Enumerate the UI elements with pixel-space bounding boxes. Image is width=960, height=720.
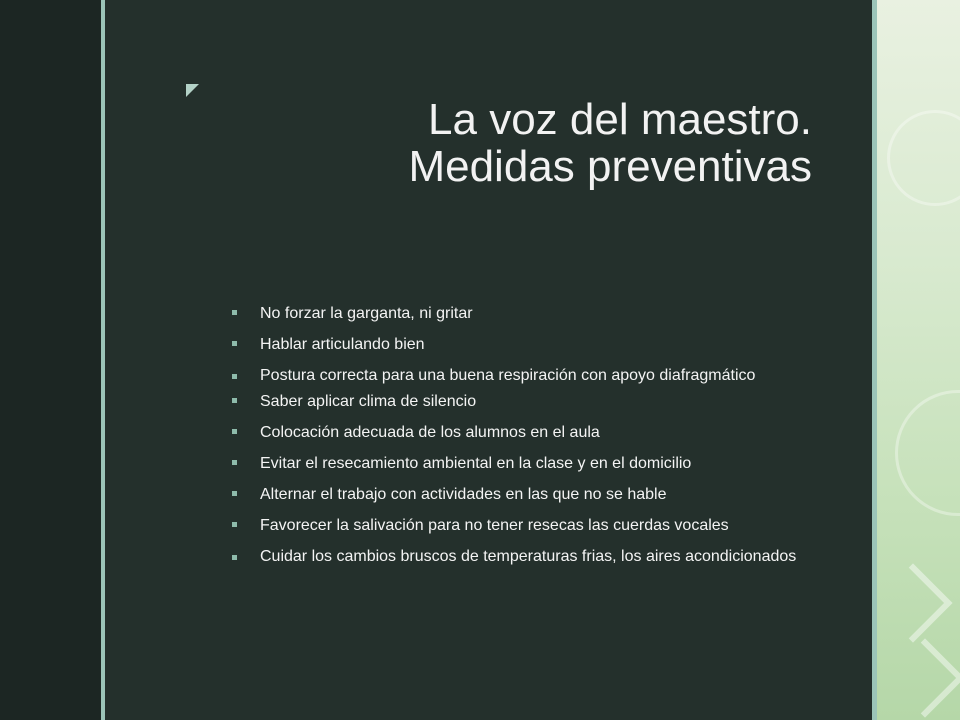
decorative-circle	[887, 110, 960, 206]
list-item	[232, 485, 822, 504]
list-item-text: Alternar el trabajo con actividades en las que no se hable	[260, 486, 667, 503]
list-item	[232, 304, 822, 323]
title-line-2: Medidas preventivas	[408, 142, 812, 191]
list-item	[232, 454, 822, 473]
list-item	[232, 392, 822, 411]
list-item-text: Postura correcta para una buena respiración con apoyo diafragmático	[260, 367, 756, 384]
square-bullet-icon	[232, 341, 237, 346]
list-item	[232, 547, 822, 565]
list-item	[232, 366, 822, 384]
list-item-text: Favorecer la salivación para no tener resecas las cuerdas vocales	[260, 517, 729, 534]
list-item-text: Evitar el resecamiento ambiental en la clase y en el domicilio	[260, 455, 692, 472]
bullet-list	[232, 304, 822, 573]
list-item-text: Cuidar los cambios bruscos de temperaturas frias, los aires acondicionados	[260, 548, 797, 565]
corner-triangle-icon	[186, 84, 199, 97]
square-bullet-icon	[232, 522, 237, 527]
list-item-text: No forzar la garganta, ni gritar	[260, 305, 473, 322]
list-item	[232, 423, 822, 442]
list-item	[232, 516, 822, 535]
square-bullet-icon	[232, 460, 237, 465]
right-decorative-panel	[877, 0, 960, 720]
list-item	[232, 335, 822, 354]
square-bullet-icon	[232, 374, 237, 379]
list-item-text: Saber aplicar clima de silencio	[260, 393, 477, 410]
list-item-text: Hablar articulando bien	[260, 336, 425, 353]
list-item-text: Colocación adecuada de los alumnos en el aula	[260, 424, 600, 441]
decorative-circle	[895, 390, 960, 516]
decorative-chevron	[885, 638, 960, 717]
square-bullet-icon	[232, 429, 237, 434]
square-bullet-icon	[232, 555, 237, 560]
left-dark-strip	[0, 0, 101, 720]
square-bullet-icon	[232, 491, 237, 496]
slide-title	[408, 96, 812, 190]
title-line-1: La voz del maestro.	[428, 95, 812, 144]
square-bullet-icon	[232, 398, 237, 403]
decorative-chevron	[877, 563, 953, 642]
square-bullet-icon	[232, 310, 237, 315]
